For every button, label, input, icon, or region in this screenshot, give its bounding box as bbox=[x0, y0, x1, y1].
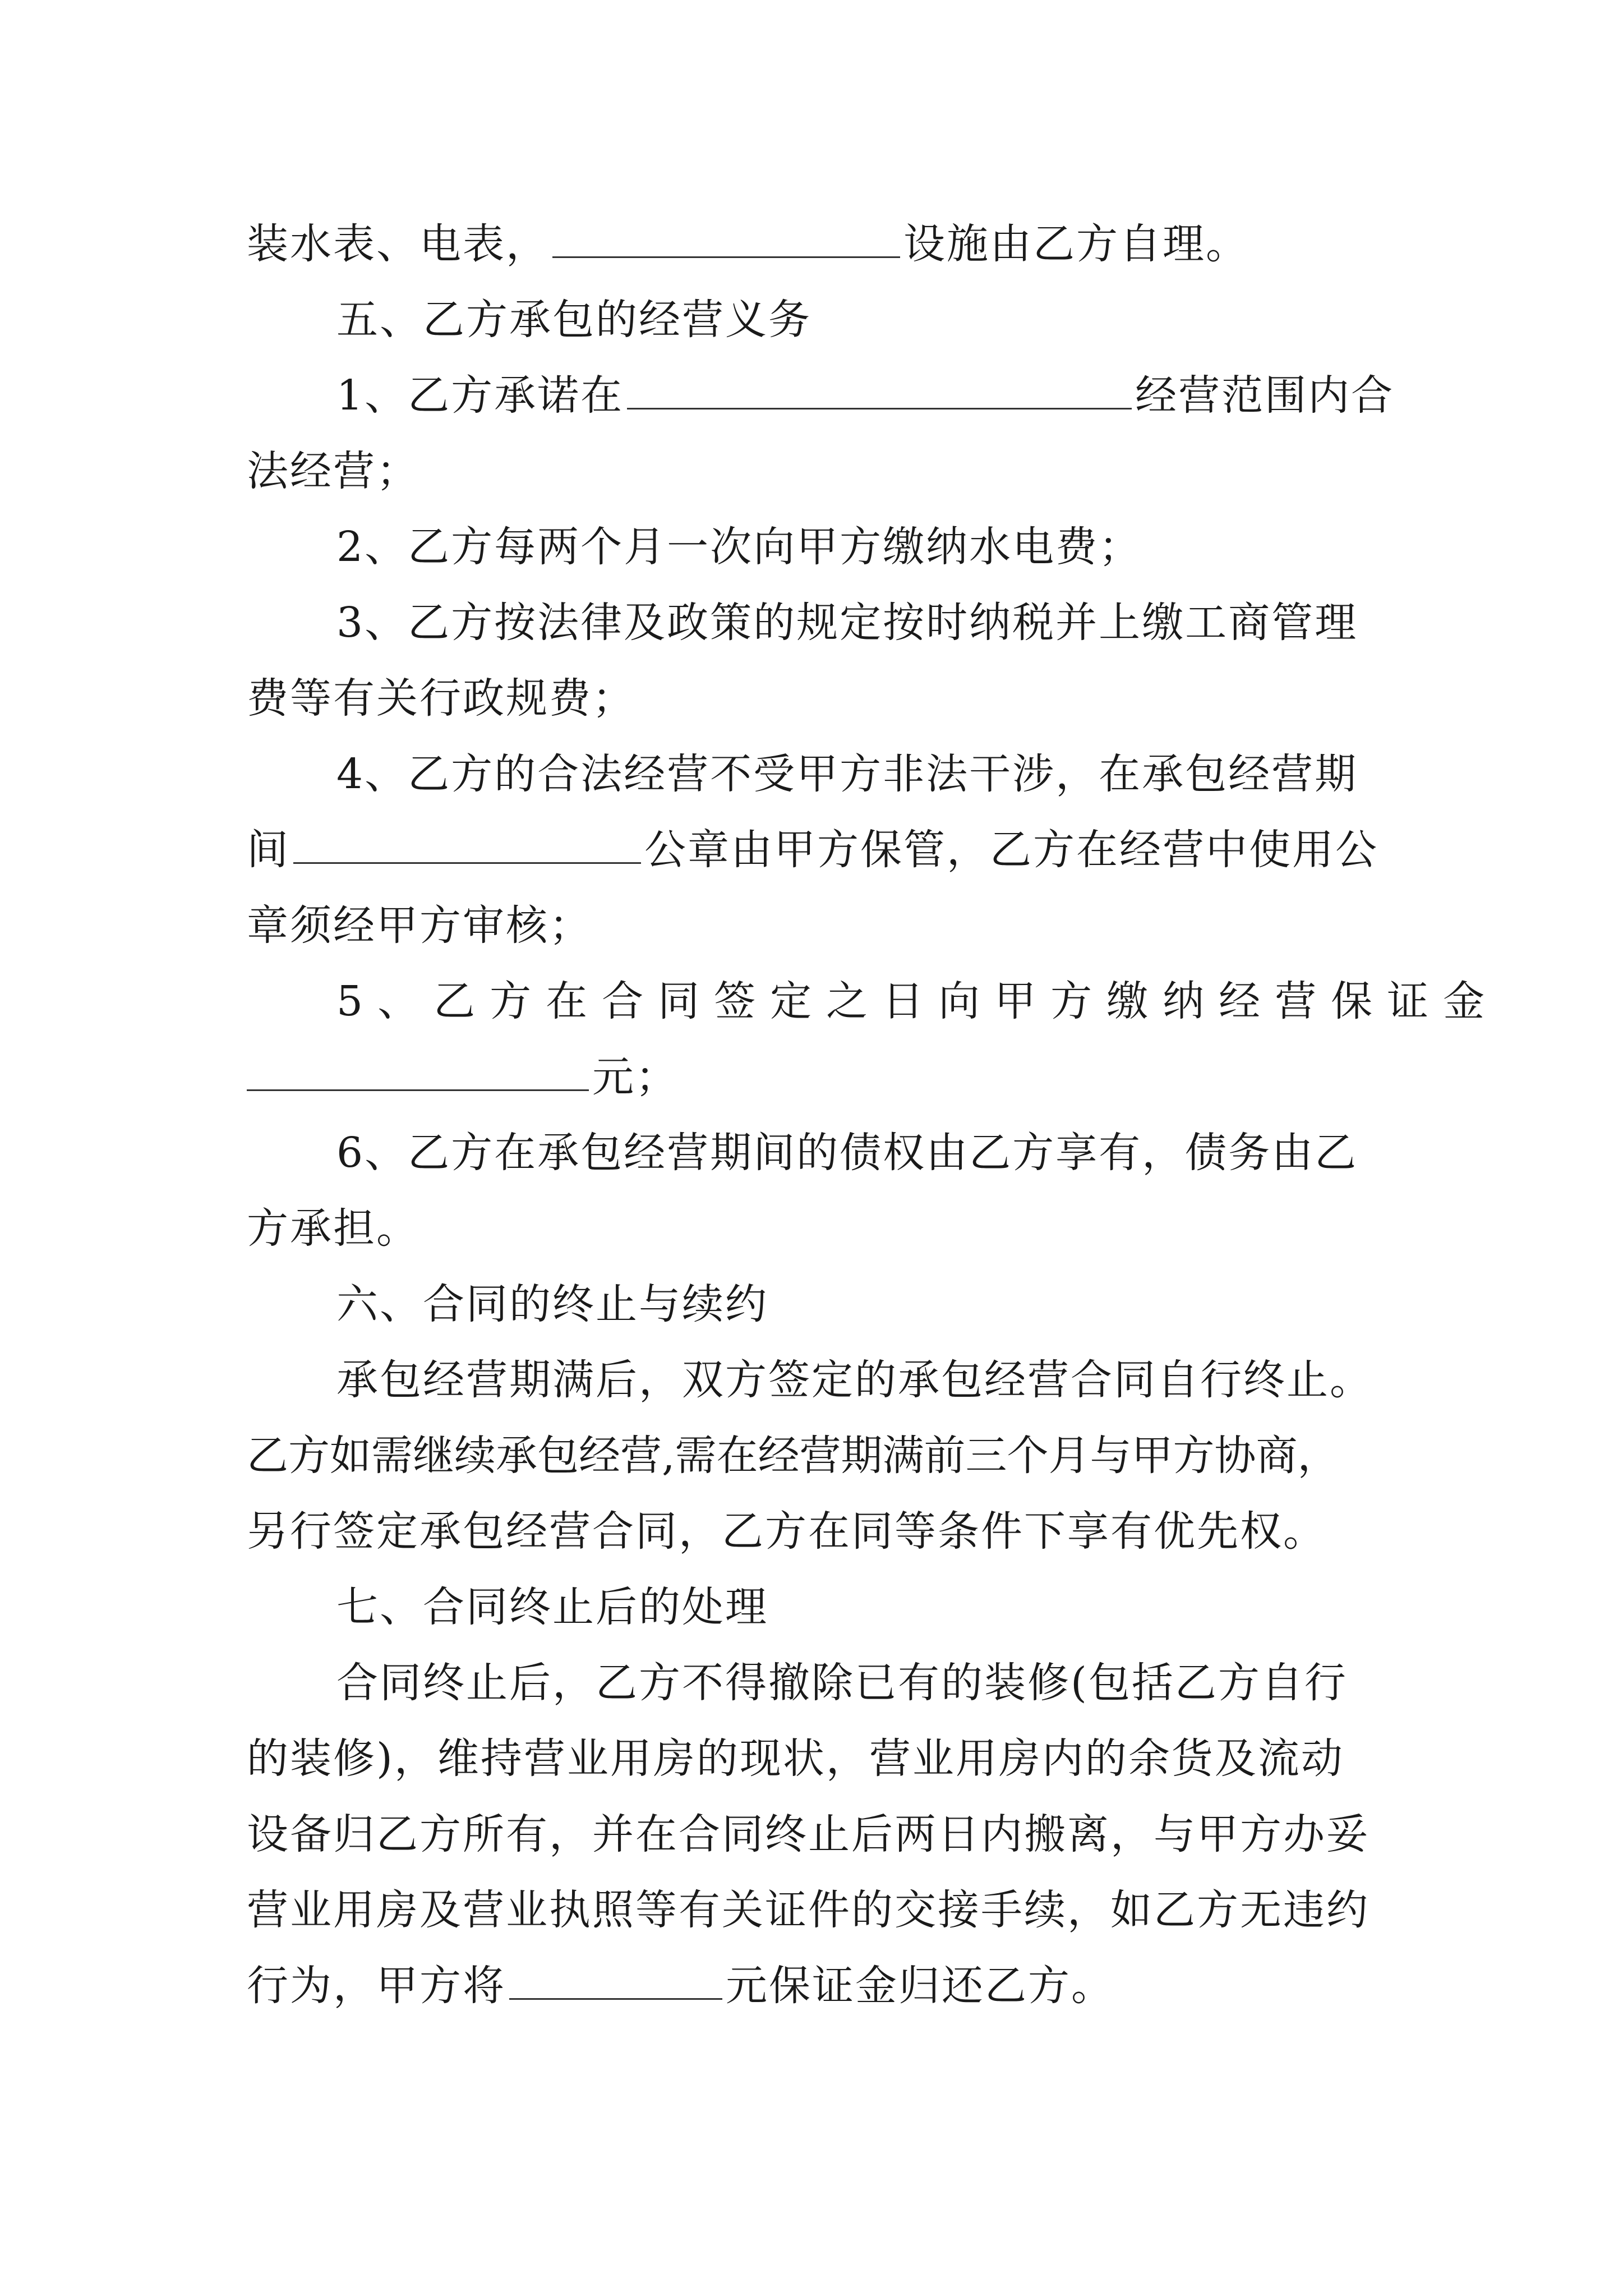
text-segment: 另行签定承包经营合同，乙方在同等条件下享有优先权。 bbox=[247, 1507, 1326, 1556]
text-line bbox=[247, 443, 1391, 499]
text-line bbox=[336, 1352, 1391, 1408]
text-line bbox=[247, 1200, 1391, 1257]
text-segment: 6、乙方在承包经营期间的债权由乙方享有，债务由乙 bbox=[336, 1129, 1358, 1177]
fill-in-blank bbox=[293, 829, 641, 864]
text-segment: 承包经营期满后，双方签定的承包经营合同自行终止。 bbox=[336, 1356, 1373, 1404]
text-segment: 费等有关行政规费； bbox=[247, 674, 635, 723]
text-segment: 设施由乙方自理。 bbox=[903, 220, 1249, 268]
fill-in-blank bbox=[247, 1056, 589, 1091]
text-segment: 2、乙方每两个月一次向甲方缴纳水电费； bbox=[336, 523, 1142, 571]
text-line bbox=[336, 595, 1391, 651]
heading-text: 七、合同终止后的处理 bbox=[336, 1583, 768, 1631]
section-heading bbox=[336, 1579, 1391, 1635]
text-segment: 5、乙方在合同签定之日向甲方缴纳经营保证金 bbox=[336, 977, 1500, 1025]
text-line bbox=[247, 898, 1391, 954]
text-segment: 章须经甲方审核； bbox=[247, 901, 592, 950]
fill-in-blank bbox=[627, 374, 1132, 409]
text-segment: 乙方如需继续承包经营,需在经营期满前三个月与甲方协商， bbox=[247, 1432, 1339, 1480]
text-line bbox=[247, 822, 1391, 878]
text-segment: 装水表、电表， bbox=[247, 220, 549, 268]
text-line bbox=[247, 1049, 1391, 1105]
text-segment: 营业用房及营业执照等有关证件的交接手续，如乙方无违约 bbox=[247, 1886, 1370, 1934]
text-line bbox=[336, 367, 1395, 424]
text-segment: 1、乙方承诺在 bbox=[336, 371, 624, 420]
heading-text: 六、合同的终止与续约 bbox=[336, 1280, 768, 1328]
text-segment: 公章由甲方保管，乙方在经营中使用公 bbox=[644, 826, 1378, 874]
text-line bbox=[247, 1503, 1391, 1559]
text-segment: 设备归乙方所有，并在合同终止后两日内搬离，与甲方办妥 bbox=[247, 1810, 1370, 1858]
text-line bbox=[247, 670, 1391, 726]
section-heading bbox=[336, 1276, 1391, 1332]
text-line bbox=[336, 519, 1391, 575]
text-line bbox=[247, 1806, 1391, 1862]
section-heading bbox=[336, 292, 1391, 348]
text-segment: 法经营； bbox=[247, 447, 419, 495]
text-segment: 行为，甲方将 bbox=[247, 1962, 506, 2010]
text-line bbox=[247, 216, 1391, 272]
text-line bbox=[247, 1958, 1391, 2014]
text-line bbox=[336, 1125, 1391, 1181]
text-line bbox=[247, 1428, 1391, 1484]
text-segment: 方承担。 bbox=[247, 1204, 419, 1253]
fill-in-blank bbox=[552, 223, 900, 258]
text-segment: 元保证金归还乙方。 bbox=[726, 1962, 1114, 2010]
text-segment: 3、乙方按法律及政策的规定按时纳税并上缴工商管理 bbox=[336, 599, 1358, 647]
text-line bbox=[336, 1655, 1391, 1711]
text-segment: 的装修)，维持营业用房的现状，营业用房内的余货及流动 bbox=[247, 1734, 1344, 1783]
text-line bbox=[247, 1882, 1391, 1938]
text-segment: 元； bbox=[592, 1053, 679, 1101]
text-segment: 经营范围内合 bbox=[1135, 371, 1395, 420]
text-segment: 合同终止后，乙方不得撤除已有的装修(包括乙方自行 bbox=[336, 1659, 1348, 1707]
text-line bbox=[336, 746, 1391, 802]
text-line bbox=[336, 973, 1500, 1029]
text-line bbox=[247, 1731, 1391, 1787]
text-segment: 间 bbox=[247, 826, 290, 874]
text-segment: 4、乙方的合法经营不受甲方非法干涉，在承包经营期 bbox=[336, 750, 1358, 798]
heading-text: 五、乙方承包的经营义务 bbox=[336, 296, 811, 344]
fill-in-blank bbox=[509, 1964, 722, 2000]
